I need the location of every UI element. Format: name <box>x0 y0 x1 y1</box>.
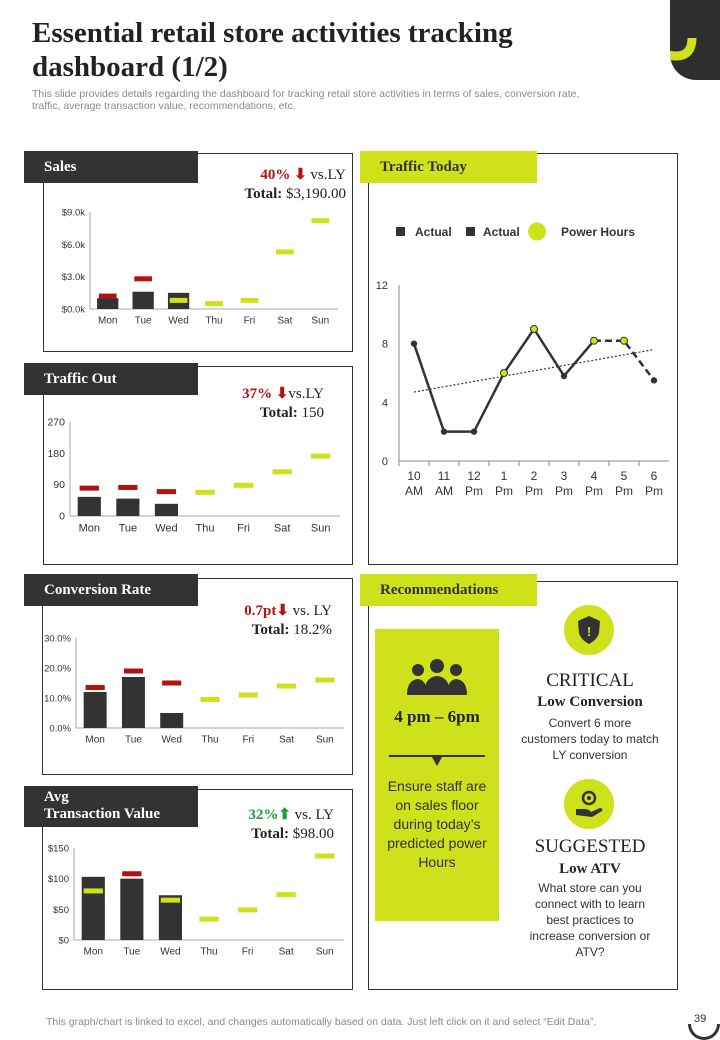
marker-last-year <box>124 669 143 674</box>
suggested-subheading: Low ATV <box>559 861 621 877</box>
marker-last-year <box>134 276 152 281</box>
marker-last-year <box>311 454 330 459</box>
marker-last-year <box>241 298 259 303</box>
marker-last-year <box>157 489 176 494</box>
x-tick-label: Thu <box>200 946 218 958</box>
legend-swatch-actual-2 <box>466 227 475 236</box>
y-tick-label: $100 <box>47 874 69 886</box>
legend-swatch-power-hours <box>528 223 546 241</box>
sales-panel-title: Sales <box>24 151 198 183</box>
marker-last-year <box>84 888 103 893</box>
x-tick-label: Thu <box>201 734 219 746</box>
legend-label-actual: Actual <box>415 225 452 239</box>
x-tick-label: Wed <box>155 522 178 535</box>
arrow-down-icon: ⬇ <box>276 603 289 619</box>
marker-last-year <box>80 486 99 491</box>
power-hours-box <box>375 629 499 921</box>
series-line-forecast <box>594 341 654 381</box>
people-group-icon <box>405 657 469 697</box>
atv-total-label: Total: <box>251 826 289 842</box>
traffic-out-total-label: Total: <box>259 405 298 421</box>
marker-last-year <box>195 490 214 495</box>
x-tick-label: Tue <box>123 946 141 958</box>
y-tick-label: $0 <box>58 935 69 947</box>
y-tick-label: 8 <box>381 338 388 351</box>
legend-label-actual-2: Actual <box>483 225 520 239</box>
y-tick-label: $50 <box>53 904 69 916</box>
bar-actual <box>160 713 183 728</box>
x-tick-label: 6 Pm <box>645 469 663 498</box>
x-tick-label: Tue <box>134 315 152 327</box>
arrow-down-icon: ⬇ <box>294 167 307 183</box>
critical-description: Convert 6 more customers today to match LY conversion <box>521 716 659 762</box>
bar-actual <box>133 292 154 309</box>
page-subtitle: This slide provides details regarding the dashboard for tracking retail store activities in terms of sales, conversion rate, traffic, average transaction value, recommendations, etc. <box>32 88 580 112</box>
traffic-out-total-value: 150 <box>301 405 324 421</box>
power-hours-text: Ensure staff are on sales floor during today’s predicted power Hours <box>387 778 487 870</box>
y-tick-label: 270 <box>47 416 65 429</box>
critical-heading: CRITICAL <box>546 670 634 691</box>
marker-last-year <box>315 678 334 683</box>
marker-last-year <box>118 485 137 490</box>
x-tick-label: Mon <box>97 315 118 327</box>
x-tick-label: Mon <box>83 946 104 958</box>
point-power-hour <box>531 326 538 333</box>
legend-label-power-hours: Power Hours <box>561 225 636 239</box>
conversion-change-pct: 0.7pt <box>244 603 277 619</box>
atv-change-pct: 32% <box>248 807 279 823</box>
suggested-description: What store can you connect with to learn best practices to increase conversion or ATV? <box>529 881 651 959</box>
x-tick-label: 4 Pm <box>585 469 603 498</box>
marker-last-year <box>200 697 219 702</box>
hand-coin-icon <box>564 779 614 829</box>
critical-subheading: Low Conversion <box>537 694 643 710</box>
point-actual <box>651 377 657 383</box>
y-tick-label: 180 <box>47 447 65 460</box>
marker-last-year <box>238 907 257 912</box>
x-tick-label: Mon <box>85 734 105 746</box>
triangle-down-icon <box>432 757 442 766</box>
sales-stat <box>190 166 346 204</box>
point-power-hour <box>591 337 598 344</box>
x-tick-label: 3 Pm <box>555 469 573 498</box>
arrow-down-icon: ⬇ <box>275 386 289 402</box>
y-tick-label: 0 <box>381 456 388 468</box>
x-tick-label: 10 AM <box>405 469 423 498</box>
marker-last-year <box>315 853 334 858</box>
marker-last-year <box>273 469 292 474</box>
traffic-out-panel-title: Traffic Out <box>24 363 198 395</box>
sales-vs-label: vs.LY <box>310 167 346 183</box>
page-number-arc <box>688 1024 720 1040</box>
x-tick-label: Tue <box>124 734 142 746</box>
x-tick-label: 2 Pm <box>525 469 543 498</box>
x-tick-label: Fri <box>237 522 250 535</box>
y-tick-label: $0.0k <box>61 304 85 316</box>
y-tick-label: $9.0k <box>61 207 85 219</box>
x-tick-label: 11 AM <box>435 469 453 498</box>
point-power-hour <box>501 370 508 377</box>
y-tick-label: 0 <box>59 510 65 523</box>
series-line-actual <box>414 329 594 432</box>
x-tick-label: 12 Pm <box>465 469 483 498</box>
bar-actual <box>84 692 107 728</box>
marker-last-year <box>276 249 294 254</box>
bar-actual <box>97 298 118 309</box>
bar-actual <box>120 879 143 940</box>
marker-last-year <box>205 301 223 306</box>
x-tick-label: 1 Pm <box>495 469 513 498</box>
marker-last-year <box>239 693 258 698</box>
sales-total-value: $3,190.00 <box>286 186 346 202</box>
atv-chart <box>44 838 344 966</box>
point-actual <box>561 373 567 379</box>
conversion-total-value: 18.2% <box>293 622 332 638</box>
svg-text:!: ! <box>586 624 592 639</box>
x-tick-label: Sat <box>277 315 293 327</box>
x-tick-label: Fri <box>242 734 255 746</box>
x-tick-label: Wed <box>161 734 182 746</box>
sales-total-label: Total: <box>244 186 283 202</box>
point-actual <box>441 428 447 434</box>
conversion-chart <box>44 626 344 750</box>
y-tick-label: 20.0% <box>44 663 71 675</box>
marker-last-year <box>234 483 253 488</box>
page-title: Essential retail store activities tracking dashboard (1/2) <box>32 17 513 83</box>
marker-last-year <box>99 294 117 299</box>
x-tick-label: Wed <box>168 315 189 327</box>
traffic-out-vs-label: vs.LY <box>288 386 324 402</box>
atv-panel-title <box>24 786 198 827</box>
bar-actual <box>155 504 178 516</box>
x-tick-label: Sun <box>315 734 334 746</box>
conversion-total-label: Total: <box>251 622 290 638</box>
marker-last-year <box>170 298 188 303</box>
marker-last-year <box>277 684 296 689</box>
corner-decoration <box>670 0 720 80</box>
power-hours-time: 4 pm – 6pm <box>394 707 480 726</box>
marker-last-year <box>86 685 105 690</box>
traffic-today-chart <box>369 215 675 515</box>
footer-note: This graph/chart is linked to excel, and changes automatically based on data. Just left click on it and select “Edit Data”. <box>46 1016 597 1028</box>
traffic-today-panel-title: Traffic Today <box>360 151 537 183</box>
x-tick-label: Wed <box>160 946 181 958</box>
point-actual <box>471 428 477 434</box>
shield-alert-icon <box>564 605 614 655</box>
marker-last-year <box>162 681 181 686</box>
atv-vs-label: vs. LY <box>294 807 334 823</box>
x-tick-label: Tue <box>118 522 138 535</box>
x-tick-label: Sat <box>279 734 295 746</box>
marker-last-year <box>311 218 329 223</box>
bar-actual <box>122 677 145 728</box>
y-tick-label: 12 <box>375 280 388 292</box>
x-tick-label: Thu <box>195 522 215 535</box>
x-tick-label: Fri <box>241 946 254 958</box>
arrow-up-icon: ⬆ <box>278 807 291 823</box>
hook-icon <box>670 0 720 80</box>
x-tick-label: Sun <box>310 522 331 535</box>
suggested-heading: SUGGESTED <box>534 836 646 857</box>
bar-actual <box>82 877 105 940</box>
page-number: 39 <box>694 1013 707 1025</box>
marker-last-year <box>161 898 180 903</box>
x-tick-label: Sat <box>273 522 291 535</box>
y-tick-label: 90 <box>53 479 65 492</box>
trendline <box>414 350 654 393</box>
conversion-vs-label: vs. LY <box>292 603 332 619</box>
marker-last-year <box>277 892 296 897</box>
x-tick-label: 5 Pm <box>615 469 633 498</box>
sales-chart <box>44 200 344 340</box>
x-tick-label: Fri <box>243 315 256 327</box>
x-tick-label: Sun <box>311 315 330 327</box>
y-tick-label: $3.0k <box>61 272 85 284</box>
y-tick-label: $6.0k <box>61 239 85 251</box>
y-tick-label: $150 <box>47 843 69 855</box>
x-tick-label: Mon <box>78 522 100 535</box>
x-tick-label: Sun <box>315 946 334 958</box>
traffic-out-change-pct: 37% <box>242 386 273 402</box>
y-tick-label: 30.0% <box>44 633 71 645</box>
marker-last-year <box>122 871 141 876</box>
conversion-panel-title: Conversion Rate <box>24 574 198 606</box>
bar-actual <box>116 499 139 516</box>
atv-total-value: $98.00 <box>292 826 334 842</box>
y-tick-label: 4 <box>381 397 388 410</box>
point-actual <box>411 340 417 346</box>
y-tick-label: 0.0% <box>49 723 71 735</box>
legend-swatch-actual <box>396 227 405 236</box>
bar-actual <box>78 497 101 516</box>
atv-title-line2: Transaction Value <box>44 806 160 822</box>
marker-last-year <box>199 917 218 922</box>
recommendations-panel-title: Recommendations <box>360 574 537 606</box>
traffic-out-chart <box>44 412 344 552</box>
sales-change-pct: 40% <box>260 167 291 183</box>
point-power-hour <box>621 337 628 344</box>
x-tick-label: Thu <box>205 315 223 327</box>
y-tick-label: 10.0% <box>44 693 71 705</box>
atv-title-line1: Avg <box>44 789 69 805</box>
x-tick-label: Sat <box>278 946 294 958</box>
